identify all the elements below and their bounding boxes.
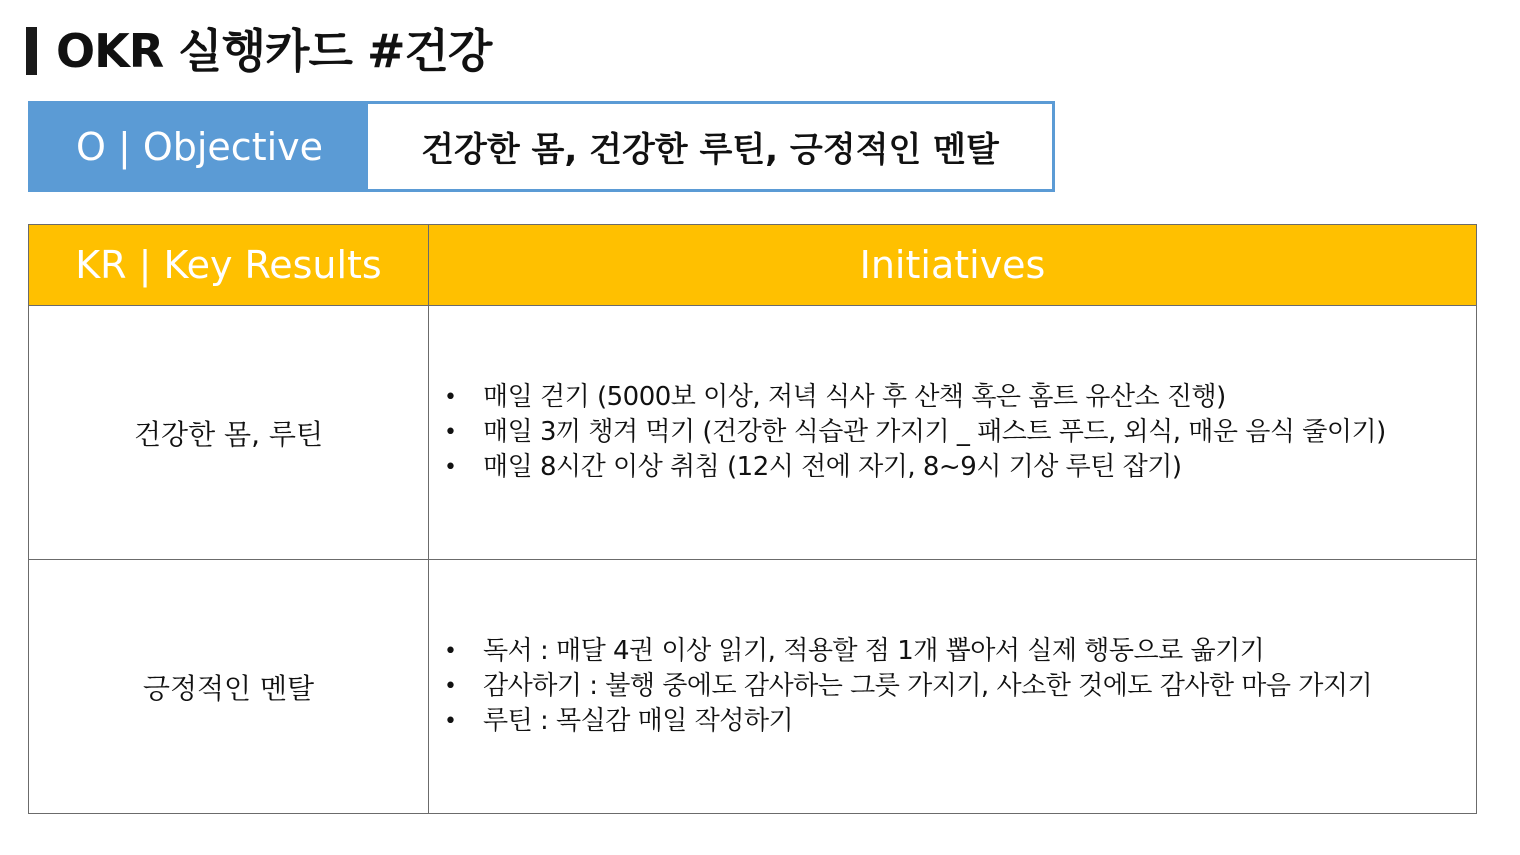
objective-value: 건강한 몸, 건강한 루틴, 긍정적인 멘탈 [368,104,1052,189]
table-row [29,560,1477,814]
bullet-icon: • [444,674,457,699]
bullet-icon: • [444,385,457,410]
objective-label: O | Objective [31,104,368,189]
okr-table [28,224,1477,814]
bullet-icon: • [444,455,457,480]
initiative-text: 독서 : 매달 4권 이상 읽기, 적용할 점 1개 뽑아서 실제 행동으로 옮기기 [483,636,1265,666]
key-results-header: KR | Key Results [29,225,429,306]
bullet-icon: • [444,639,457,664]
bullet-icon: • [444,420,457,445]
table-row [29,306,1477,560]
list-item [435,450,1476,485]
initiatives-cell [429,560,1477,814]
initiatives-cell [429,306,1477,560]
list-item [435,669,1476,704]
key-result-cell: 긍정적인 멘탈 [29,560,429,814]
objective-box [28,101,1055,192]
list-item [435,415,1476,450]
page-title: OKR 실행카드 #건강 [56,24,492,78]
initiative-text: 감사하기 : 불행 중에도 감사하는 그릇 가지기, 사소한 것에도 감사한 마음 가지기 [483,671,1373,701]
initiative-text: 매일 걷기 (5000보 이상, 저녁 식사 후 산책 혹은 홈트 유산소 진행) [483,382,1226,412]
list-item [435,704,1476,739]
table-header-row [29,225,1477,306]
bullet-icon: • [444,709,457,734]
initiatives-list [429,380,1476,485]
initiatives-list [429,634,1476,739]
title-accent-bar [26,27,37,75]
initiatives-header: Initiatives [429,225,1477,306]
list-item [435,380,1476,415]
initiative-text: 루틴 : 목실감 매일 작성하기 [483,706,794,736]
initiative-text: 매일 8시간 이상 취침 (12시 전에 자기, 8~9시 기상 루틴 잡기) [483,452,1182,482]
key-result-cell: 건강한 몸, 루틴 [29,306,429,560]
list-item [435,634,1476,669]
initiative-text: 매일 3끼 챙겨 먹기 (건강한 식습관 가지기 _ 패스트 푸드, 외식, 매운 음식 줄이기) [483,417,1386,447]
